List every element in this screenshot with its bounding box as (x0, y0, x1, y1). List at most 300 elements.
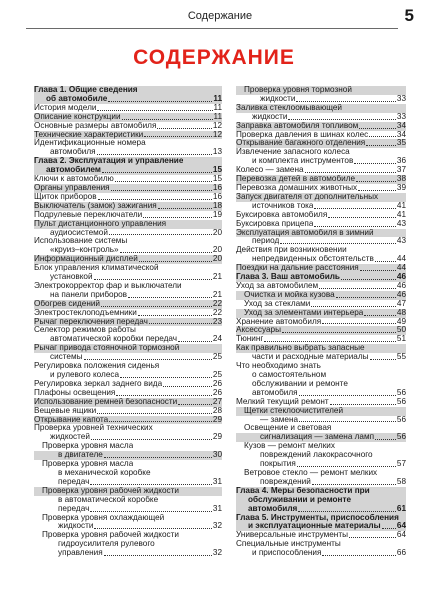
dot-leader (369, 136, 396, 137)
toc-entry-text: и комплекта инструментов (252, 157, 354, 166)
toc-entry (236, 202, 406, 211)
toc-entry (236, 451, 406, 460)
toc-entry (34, 282, 222, 291)
toc-page-number: 13 (212, 147, 222, 157)
toc-entry (34, 407, 222, 416)
toc-entry-text: Проверка давления в шинах колес (236, 130, 369, 139)
toc-entry-text: Подрулевые переключатели (34, 210, 143, 219)
toc-entry (34, 139, 222, 148)
toc-page-number: 26 (212, 387, 222, 397)
toc-entry-text: Глава 2. Эксплуатация и управление (34, 157, 184, 166)
toc-entry (236, 166, 406, 175)
dot-leader (299, 421, 396, 422)
toc-page-number: 43 (396, 218, 406, 228)
toc-entry-text: Уход за автомобилем (236, 281, 319, 290)
toc-page-number: 58 (396, 476, 406, 486)
toc-page-number: 25 (212, 370, 222, 379)
dot-leader (116, 395, 212, 396)
dot-leader (115, 181, 212, 182)
toc-entry-text: Проверка уровня тормозной (244, 86, 352, 94)
toc-page-number: 20 (212, 227, 222, 237)
header-rule (26, 28, 398, 29)
toc-entry-text: Технические характеристики (34, 130, 144, 139)
toc-entry (236, 309, 406, 318)
toc-entry-text: Глава 4. Меры безопасности при (236, 486, 370, 495)
toc-page-number: 15 (212, 174, 222, 184)
toc-entry (34, 246, 222, 255)
toc-entry (34, 309, 222, 318)
toc-entry (34, 549, 222, 558)
toc-entry-text: Очистка и мойка кузова (244, 290, 335, 299)
toc-page-number: 29 (212, 432, 222, 442)
toc-entry (236, 362, 406, 371)
toc-chapter (236, 273, 406, 282)
toc-chapter (34, 157, 222, 166)
dot-leader (120, 377, 212, 378)
toc-page-number: 49 (396, 316, 406, 326)
toc-page-number: 56 (396, 387, 406, 397)
dot-leader (98, 199, 212, 200)
toc-entry-text: гидроусилителя рулевого (58, 540, 155, 549)
toc-entry-text: Электростеклоподъемники (34, 308, 137, 317)
toc-entry (236, 246, 406, 255)
toc-entry (34, 380, 222, 389)
toc-entry (34, 202, 222, 211)
toc-page-number: 16 (212, 191, 222, 201)
toc-entry (236, 122, 406, 131)
toc-page-number: 22 (212, 298, 222, 308)
toc-page-number: 64 (396, 530, 406, 540)
dot-leader (90, 484, 212, 485)
toc-page-number: 64 (396, 521, 406, 531)
toc-entry (34, 522, 222, 531)
toc-entry-text: Рычаг переключения передач (34, 317, 148, 326)
dot-leader (288, 119, 395, 120)
toc-entry (34, 175, 222, 184)
dot-leader (104, 555, 212, 556)
toc-entry-text: передач (58, 504, 90, 513)
toc-entry (34, 335, 222, 344)
toc-entry (236, 380, 406, 389)
toc-entry (236, 371, 406, 380)
dot-leader (314, 226, 396, 227)
dot-leader (97, 154, 212, 155)
toc-entry (236, 478, 406, 487)
dot-leader (328, 217, 396, 218)
toc-entry (236, 193, 406, 202)
toc-entry (34, 442, 222, 451)
dot-leader (97, 110, 212, 111)
toc-entry-text: Открывание багажного отделения (236, 139, 366, 148)
dot-leader (109, 421, 212, 422)
toc-entry (236, 335, 406, 344)
toc-page-number: 20 (212, 254, 222, 264)
toc-entry (236, 469, 406, 478)
toc-entry (34, 131, 222, 140)
toc-entry (236, 540, 406, 549)
toc-entry-text: Уход за элементами интерьера (244, 308, 364, 317)
toc-entry (236, 531, 406, 540)
toc-entry (34, 291, 222, 300)
toc-entry-text: Универсальные инструменты (236, 531, 348, 540)
toc-entry (34, 505, 222, 514)
toc-entry (236, 433, 406, 442)
toc-column-left (34, 86, 222, 558)
toc-entry-text: Электрокорректор фар и выключатели (34, 281, 182, 290)
toc-page-number: 56 (396, 432, 406, 442)
toc-entry-text: Эксплуатация автомобиля в зимний (236, 228, 374, 237)
toc-page-number: 41 (396, 209, 406, 219)
toc-entry (236, 104, 406, 113)
toc-entry-text: обслуживании и ремонте (248, 495, 352, 504)
toc-entry (34, 433, 222, 442)
dot-leader (375, 261, 396, 262)
dot-leader (111, 190, 212, 191)
toc-entry-text: повреждений лакокрасочного (260, 451, 373, 460)
toc-page-number: 44 (396, 254, 406, 264)
dot-leader (157, 128, 212, 129)
toc-entry (236, 326, 406, 335)
toc-page-number: 51 (396, 334, 406, 344)
toc-entry (236, 148, 406, 157)
toc-entry (236, 211, 406, 220)
toc-entry (34, 211, 222, 220)
toc-page-number: 56 (396, 396, 406, 406)
toc-entry-text: Плафоны освещения (34, 388, 116, 397)
toc-entry-text: установкой (50, 273, 93, 282)
toc-entry-text: сигнализация — замена ламп (260, 433, 375, 442)
toc-page-number: 12 (212, 129, 222, 139)
toc-entry (34, 514, 222, 523)
toc-entry-text: в механической коробке (58, 468, 151, 477)
toc-entry-text: Ветровое стекло — ремонт мелких (244, 468, 378, 477)
toc-entry (236, 237, 406, 246)
toc-entry (34, 104, 222, 113)
toc-entry (236, 496, 406, 505)
toc-entry-text: Регулировка зеркал заднего вида (34, 379, 163, 388)
toc-entry (34, 478, 222, 487)
toc-entry-text: Что необходимо знать (236, 362, 321, 371)
dot-leader (280, 243, 396, 244)
toc-entry-text: Хранение автомобиля (236, 317, 322, 326)
toc-entry-text: источников тока (252, 201, 314, 210)
toc-entry (34, 220, 222, 229)
toc-entry (34, 416, 222, 425)
toc-page-number: 38 (396, 174, 406, 184)
toc-entry-text: жидкости (260, 94, 296, 103)
toc-page-number: 44 (396, 263, 406, 273)
toc-entry (34, 487, 222, 496)
toc-entry (34, 95, 222, 104)
toc-page-number: 34 (396, 120, 406, 130)
toc-entry (34, 237, 222, 246)
toc-entry-text: Буксировка автомобиля (236, 210, 328, 219)
toc-entry (34, 389, 222, 398)
toc-entry (236, 416, 406, 425)
toc-entry-text: на панели приборов (50, 290, 128, 299)
toc-page-number: 18 (212, 200, 222, 210)
toc-entry-text: и рулевого колеса (50, 371, 120, 379)
toc-chapter (236, 487, 406, 496)
toc-entry-text: Открывание капота (34, 415, 109, 424)
toc-page-number: 29 (212, 414, 222, 424)
toc-entry-text: Запуск двигателя от дополнительных (236, 192, 379, 201)
toc-page-number: 22 (212, 307, 222, 317)
toc-entry (236, 344, 406, 353)
toc-entry-text: Действия при возникновении (236, 246, 347, 255)
toc-entry (34, 353, 222, 362)
dot-leader (122, 119, 213, 120)
toc-entry-text: Заливка стеклоомывающей (236, 103, 342, 112)
dot-leader (91, 439, 212, 440)
toc-entry (34, 264, 222, 273)
toc-entry-text: Обогрев сидений (34, 299, 100, 308)
toc-entry (236, 407, 406, 416)
toc-entry-text: Органы управления (34, 183, 110, 192)
toc-entry-text: Вещевые ящики (34, 406, 97, 415)
toc-page-number: 66 (396, 548, 406, 558)
toc-page-number: 33 (396, 111, 406, 121)
toc-entry-text: Буксировка прицепа (236, 219, 314, 228)
dot-leader (298, 511, 396, 512)
dot-leader (94, 279, 212, 280)
toc-page-number: 28 (212, 405, 222, 415)
toc-entry (34, 300, 222, 309)
dot-leader (311, 306, 396, 307)
toc-entry-text: жидкости (252, 112, 288, 121)
toc-entry-text: автомобиля (252, 388, 298, 397)
toc-entry (236, 460, 406, 469)
toc-entry-text: автомобилем (46, 166, 101, 175)
dot-leader (149, 323, 212, 324)
toc-entry-text: Информационный дисплей (34, 255, 138, 264)
toc-page-number: 46 (396, 272, 406, 282)
toc-entry (34, 148, 222, 157)
toc-entry-text: Проверка уровня рабочей жидкости (42, 531, 179, 540)
toc-entry (34, 113, 222, 122)
toc-entry-text: в автоматической коробке (58, 495, 159, 504)
toc-entry-text: Глава 3. Ваш автомобиль (236, 273, 340, 282)
toc-entry (236, 505, 406, 514)
toc-entry-text: Ключи к автомобилю (34, 175, 114, 184)
toc-page-number: 56 (396, 414, 406, 424)
dot-leader (97, 413, 212, 414)
toc-page-number: 55 (396, 352, 406, 362)
toc-entry-text: Проверка уровней технических (34, 424, 153, 433)
toc-entry (34, 424, 222, 433)
dot-leader (341, 279, 396, 280)
toc-page-number: 30 (212, 450, 222, 460)
dot-leader (336, 297, 396, 298)
toc-entry-text: Селектор режимов работы (34, 326, 136, 335)
toc-entry-text: Идентификационные номера (34, 139, 146, 148)
toc-entry-text: Уход за стеклами (244, 299, 311, 308)
toc-entry (34, 122, 222, 131)
toc-chapter (34, 86, 222, 95)
toc-entry (34, 540, 222, 549)
dot-leader (360, 270, 396, 271)
toc-entry (236, 424, 406, 433)
dot-leader (370, 359, 396, 360)
toc-chapter (236, 514, 406, 523)
toc-entry (34, 166, 222, 175)
toc-entry-text: Проверка уровня рабочей жидкости (42, 486, 179, 495)
toc-entry-text: Щетки стеклоочистителей (244, 406, 344, 415)
toc-page-number: 31 (212, 503, 222, 513)
toc-entry (236, 522, 406, 531)
toc-entry (236, 113, 406, 122)
toc-entry (236, 398, 406, 407)
toc-entry-text: Основные размеры автомобиля (34, 121, 157, 130)
toc-entry (34, 229, 222, 238)
toc-entry-text: Глава 5. Инструменты, приспособления (236, 513, 399, 522)
toc-entry-text: покрытия (260, 460, 296, 469)
toc-entry-text: Использование ремней безопасности (34, 397, 178, 406)
toc-entry (34, 362, 222, 371)
toc-page-number: 24 (212, 334, 222, 344)
toc-entry-text: аудиосистемой (50, 228, 108, 237)
toc-entry (236, 389, 406, 398)
contents-heading: СОДЕРЖАНИЕ (133, 46, 295, 69)
toc-entry (236, 131, 406, 140)
toc-entry (236, 95, 406, 104)
toc-entry (236, 255, 406, 264)
dot-leader (349, 537, 396, 538)
running-title: Содержание (187, 10, 253, 22)
toc-entry (236, 175, 406, 184)
toc-page-number: 46 (396, 280, 406, 290)
dot-leader (297, 466, 396, 467)
toc-page-number: 11 (213, 111, 222, 121)
dot-leader (178, 341, 212, 342)
dot-leader (322, 555, 395, 556)
toc-entry-text: части и расходные материалы (252, 353, 369, 362)
toc-entry (236, 291, 406, 300)
dot-leader (144, 136, 212, 137)
toc-entry-text: и приспособления (252, 549, 322, 558)
dot-leader (104, 457, 212, 458)
toc-page-number: 12 (212, 120, 222, 130)
dot-leader (128, 297, 212, 298)
page-header (0, 6, 428, 30)
dot-leader (375, 439, 396, 440)
toc-entry (236, 220, 406, 229)
toc-entry (34, 326, 222, 335)
dot-leader (102, 172, 212, 173)
dot-leader (330, 404, 396, 405)
dot-leader (109, 234, 212, 235)
toc-page-number: 39 (396, 182, 406, 192)
toc-page-number: 47 (396, 298, 406, 308)
dot-leader (322, 323, 396, 324)
toc-entry-text: Заправка автомобиля топливом (236, 121, 359, 130)
toc-entry-text: Как правильно выбрать запасные (236, 344, 365, 353)
dot-leader (356, 181, 396, 182)
dot-leader (143, 217, 212, 218)
toc-page-number: 11 (213, 102, 222, 112)
dot-leader (296, 101, 395, 102)
toc-page-number: 23 (212, 316, 222, 326)
toc-entry-text: Перевозка детей в автомобиле (236, 175, 356, 184)
toc-page-number: 27 (212, 396, 222, 406)
toc-entry (236, 184, 406, 193)
toc-page-number: 50 (396, 325, 406, 335)
toc-entry-text: Глава 1. Общие сведения (34, 86, 138, 94)
toc-entry (34, 398, 222, 407)
toc-entry (236, 86, 406, 95)
toc-entry-text: жидкости (58, 522, 94, 531)
toc-entry-text: Колесо — замена (236, 166, 304, 175)
toc-entry-text: автомобиля (248, 504, 298, 513)
toc-entry-text: Перевозка домашних животных (236, 183, 358, 192)
toc-entry (236, 282, 406, 291)
dot-leader (366, 145, 396, 146)
toc-entry-text: в двигателе (58, 451, 103, 460)
toc-entry (34, 460, 222, 469)
toc-entry (34, 344, 222, 353)
toc-entry-text: Выключатель (замок) зажигания (34, 201, 157, 210)
toc-entry-text: управления (58, 549, 103, 558)
toc-entry (236, 157, 406, 166)
toc-entry-text: Регулировка положения сиденья (34, 362, 160, 371)
dot-leader (354, 163, 396, 164)
toc-entry (34, 531, 222, 540)
toc-entry-text: Блок управления климатической (34, 264, 159, 273)
toc-entry-text: автомобиля (50, 148, 96, 157)
dot-leader (94, 528, 211, 529)
dot-leader (312, 484, 396, 485)
toc-entry-text: Освещение и световая (244, 424, 332, 433)
toc-entry-text: История модели (34, 103, 97, 112)
toc-page-number: 36 (396, 156, 406, 166)
toc-entry-text: автоматической коробки передач (50, 335, 178, 344)
toc-entry-text: Рычаг привода стояночной тормозной (34, 344, 180, 353)
toc-page-number: 16 (212, 182, 222, 192)
toc-entry-text: Описание конструкции (34, 112, 121, 121)
dot-leader (108, 101, 212, 102)
toc-entry (34, 496, 222, 505)
page-number: 5 (404, 6, 414, 25)
toc-column-right (236, 86, 406, 558)
dot-leader (163, 386, 212, 387)
toc-entry (34, 255, 222, 264)
toc-entry-text: системы (50, 353, 83, 362)
toc-entry (236, 318, 406, 327)
dot-leader (158, 208, 212, 209)
toc-entry (236, 549, 406, 558)
toc-entry (236, 139, 406, 148)
dot-leader (101, 306, 212, 307)
toc-entry (236, 442, 406, 451)
toc-page-number: 34 (396, 129, 406, 139)
toc-entry (34, 371, 222, 380)
dot-leader (364, 315, 396, 316)
toc-page-number: 43 (396, 236, 406, 246)
toc-entry-text: Специальные инструменты (236, 540, 341, 549)
toc-entry-text: Кузов — ремонт мелких (244, 442, 335, 451)
dot-leader (319, 288, 396, 289)
toc-entry-text: Тюнинг (236, 335, 264, 344)
toc-entry-text: Проверка уровня масла (42, 460, 134, 469)
toc-page-number: 25 (212, 352, 222, 362)
toc-entry-text: жидкостей (50, 433, 90, 442)
toc-entry-text: Мелкий текущий ремонт (236, 397, 329, 406)
toc-page-number: 31 (212, 476, 222, 486)
toc-page-number: 21 (212, 272, 222, 282)
dot-leader (120, 252, 212, 253)
toc-entry-text: Проверка уровня масла (42, 442, 134, 451)
toc-page-number: 61 (396, 503, 406, 513)
